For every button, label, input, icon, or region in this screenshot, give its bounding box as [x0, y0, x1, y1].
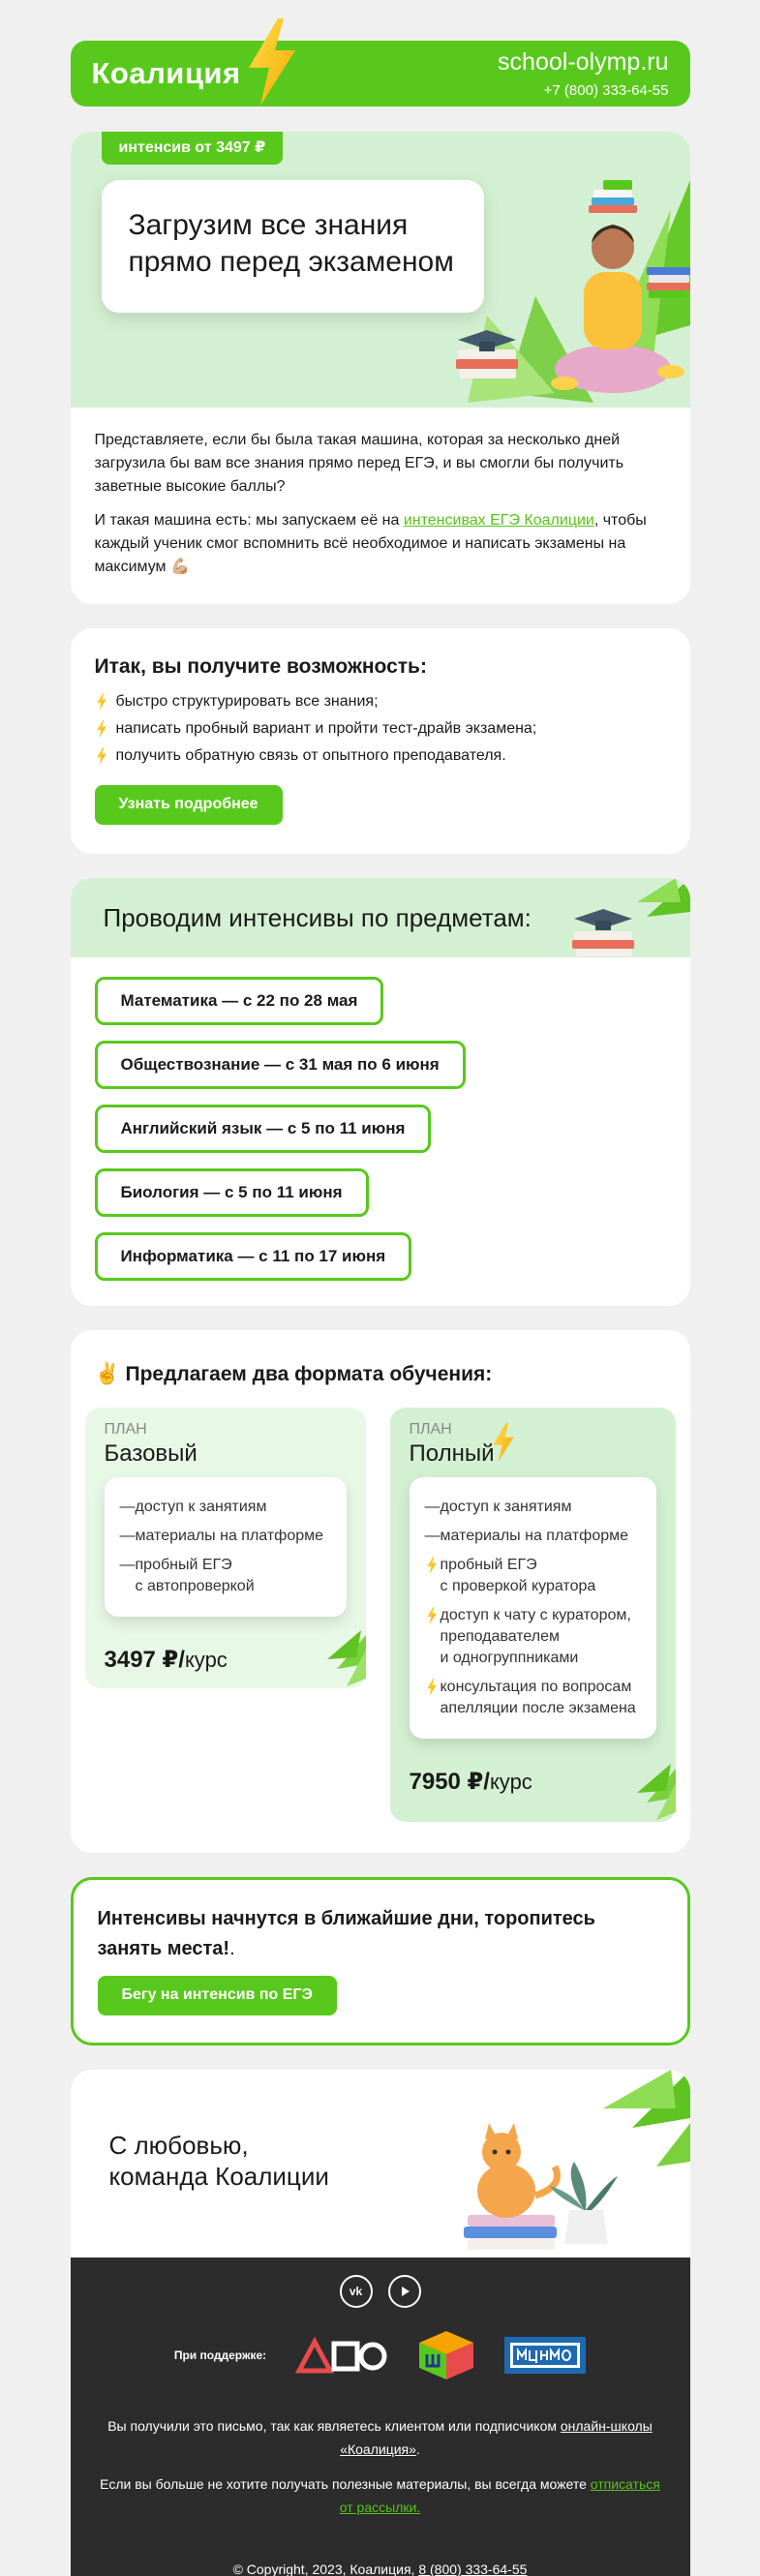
plan-feature: — материалы на платформе — [119, 1528, 324, 1544]
vk-icon[interactable]: vk — [340, 2275, 373, 2308]
plan-feature: доступ к чату с куратором, преподавателем и одногруппниками — [425, 1605, 641, 1669]
hero-banner — [71, 132, 690, 408]
logo[interactable]: Коалиция — [91, 56, 241, 90]
lightning-bolt-icon — [95, 720, 108, 738]
leaf-icon — [308, 1630, 366, 1688]
opportunity-item: быстро структурировать все знания; — [95, 688, 666, 715]
subjects-title: Проводим интенсивы по предметам: — [103, 902, 532, 932]
hero-paragraph-2: И такая машина есть: мы запускаем её на интенсивах ЕГЭ Коалиции, чтобы каждый ученик смог вспомнить всё необходимое и написать экзамены на максимум 💪🏼 — [94, 512, 647, 575]
hero-card — [71, 132, 690, 604]
farewell-text: С любовью, команда Коалиции — [108, 2131, 329, 2191]
lightning-bolt-icon — [425, 1607, 439, 1624]
copyright: © Copyright, 2023, Коалиция, 8 (800) 333-64-55 — [232, 2561, 528, 2576]
urgent-card — [71, 1877, 690, 2046]
opportunities-title: Итак, вы получите возможность: — [94, 655, 427, 678]
subject-pill-biology[interactable]: Биология — с 5 по 11 июня — [95, 1168, 369, 1217]
header-phone[interactable]: +7 (800) 333-64-55 — [543, 82, 669, 99]
lightning-bolt-icon — [425, 1557, 439, 1574]
subjects-card — [71, 878, 690, 1306]
leaf-icon — [618, 1764, 676, 1822]
unsubscribe-link[interactable]: отписаться от рассылки. — [339, 2476, 660, 2515]
urgent-title: Интенсивы начнутся в ближайшие дни, торопитесь занять места!. — [97, 1908, 595, 1959]
hero-title-line1: Загрузим все знания — [128, 209, 409, 241]
school-link[interactable]: онлайн-школы «Коалиция» — [340, 2418, 653, 2457]
plan-basic[interactable] — [85, 1408, 366, 1688]
run-to-intensive-button[interactable]: Бегу на интенсив по ЕГЭ — [98, 1976, 337, 2015]
hero-title — [102, 180, 484, 313]
lightning-bolt-icon — [95, 693, 108, 711]
price-badge: интенсив от 3497 ₽ — [102, 132, 284, 165]
student-with-books-illustration — [448, 151, 690, 408]
site-link[interactable]: school-olymp.ru — [498, 48, 669, 76]
header — [71, 41, 690, 106]
plans-title: ✌️ Предлагаем два формата обучения: — [94, 1363, 493, 1385]
footer — [71, 2258, 690, 2576]
plan-name: Базовый — [104, 1440, 198, 1467]
dpo-logo — [295, 2336, 388, 2375]
subject-pill-english[interactable]: Английский язык — с 5 по 11 июня — [95, 1105, 432, 1153]
plan-label: ПЛАН — [104, 1421, 147, 1438]
subject-pill-math[interactable]: Математика — с 22 по 28 мая — [95, 977, 384, 1025]
plan-feature: — доступ к занятиям — [424, 1499, 572, 1515]
plan-feature: — доступ к занятиям — [119, 1499, 267, 1515]
intensive-link[interactable]: интенсивах ЕГЭ Коалиции — [403, 512, 594, 529]
cat-on-books-illustration — [439, 2070, 690, 2258]
plan-label: ПЛАН — [409, 1421, 452, 1438]
footer-phone-link[interactable]: 8 (800) 333-64-55 — [418, 2561, 528, 2576]
school-cube-logo — [417, 2329, 475, 2381]
farewell-card — [71, 2070, 690, 2258]
unsubscribe-notice: Если вы больше не хотите получать полезные материалы, вы всегда можете отписаться от рассылки. — [100, 2476, 660, 2515]
hero-title-line2: прямо перед экзаменом — [128, 246, 454, 278]
learn-more-button[interactable]: Узнать подробнее — [95, 785, 283, 825]
subject-pill-cs[interactable]: Информатика — с 11 по 17 июня — [95, 1232, 412, 1281]
lightning-bolt-icon — [425, 1679, 439, 1696]
support-label: При поддержке: — [173, 2349, 267, 2362]
plans-card — [71, 1330, 690, 1853]
plan-full[interactable] — [390, 1408, 676, 1822]
plan-feature: — материалы на платформе — [424, 1528, 629, 1544]
lightning-bolt-icon — [490, 1423, 517, 1462]
plan-feature: консультация по вопросам апелляции после экзамена — [425, 1677, 641, 1719]
hero-paragraph-1: Представляете, если бы была такая машина, которая за несколько дней загрузила бы вам все знания прямо перед ЕГЭ, и вы смогли бы получить заветные высокие баллы? — [94, 432, 624, 495]
opportunity-item: написать пробный вариант и пройти тест-драйв экзамена; — [95, 715, 666, 742]
books-and-cap-illustration — [560, 878, 690, 957]
plan-name: Полный — [409, 1440, 495, 1467]
subject-pill-social[interactable]: Обществознание — с 31 мая по 6 июня — [95, 1041, 466, 1089]
mcnmo-logo — [504, 2337, 586, 2374]
lightning-bolt-icon — [95, 747, 108, 765]
youtube-icon[interactable] — [388, 2275, 421, 2308]
plan-feature: пробный ЕГЭ с проверкой куратора — [425, 1555, 641, 1597]
opportunities-card — [71, 628, 690, 854]
plan-price: 7950 ₽/курс — [409, 1769, 532, 1795]
opportunity-item: получить обратную связь от опытного преподавателя. — [95, 742, 666, 770]
plan-price: 3497 ₽/курс — [104, 1647, 228, 1673]
lightning-bolt-icon — [243, 12, 301, 112]
subjects-header — [71, 878, 690, 957]
footer-notice: Вы получили это письмо, так как являетесь клиентом или подписчиком онлайн-школы «Коалиция». — [107, 2418, 653, 2457]
plan-feature: — пробный ЕГЭ с автопроверкой — [119, 1557, 255, 1594]
